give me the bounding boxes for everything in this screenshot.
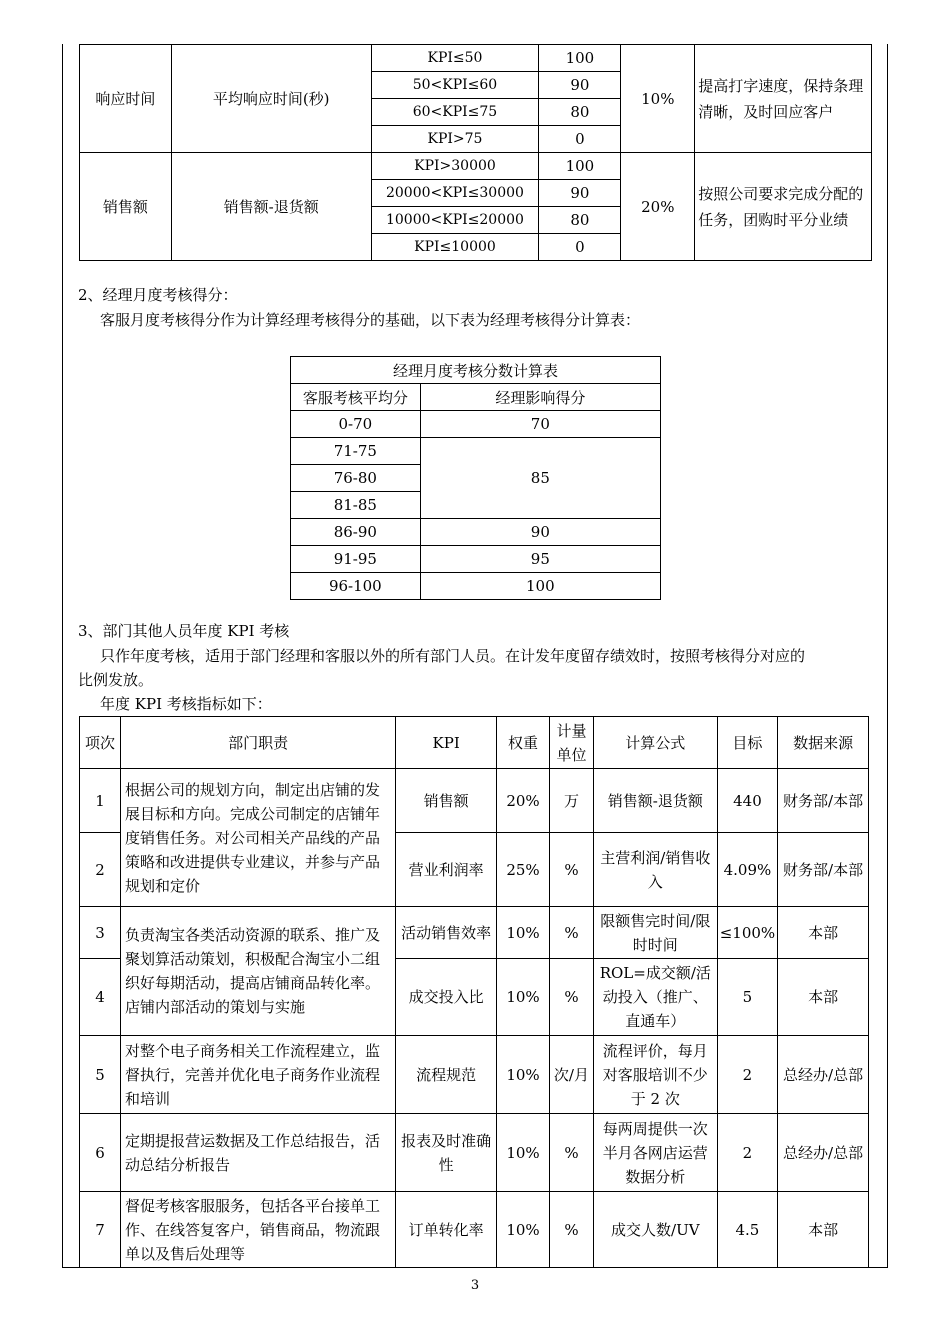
table-row (80, 1036, 869, 1114)
target-cell: ≤100% (717, 907, 777, 959)
group-metric: 销售额-退货额 (171, 153, 371, 261)
source-cell: 财务部/本部 (778, 769, 869, 833)
table-row (291, 438, 661, 465)
section-3-indicator-intro: 年度 KPI 考核指标如下： (100, 695, 272, 713)
kpi-cell: 成交投入比 (396, 959, 497, 1036)
note: 按照公司要求完成分配的任务，团购时平分业绩 (695, 153, 872, 261)
note: 提高打字速度，保持条理清晰，及时回应客户 (695, 45, 872, 153)
formula-cell: 成交人数/UV (593, 1192, 717, 1268)
criterion: 50<KPI≤60 (371, 72, 539, 99)
duty-cell: 根据公司的规划方向，制定出店铺的发展目标和方向。完成公司制定的店铺年度销售任务。对公司相关产品线的产品策略和改进提供专业建议，并参与产品规划和定价 (120, 769, 395, 907)
column-header: 权重 (497, 717, 550, 769)
item-no: 6 (80, 1114, 121, 1192)
kpi-cell: 活动销售效率 (396, 907, 497, 959)
kpi-cell: 销售额 (396, 769, 497, 833)
group-name: 响应时间 (80, 45, 172, 153)
item-no: 3 (80, 907, 121, 959)
weight: 20% (621, 153, 695, 261)
criterion: KPI>30000 (371, 153, 539, 180)
target-cell: 2 (717, 1036, 777, 1114)
duty-cell: 负责淘宝各类活动资源的联系、推广及聚划算活动策划，积极配合淘宝小二组织好每期活动，提高店铺商品转化率。店铺内部活动的策划与实施 (120, 907, 395, 1036)
source-cell: 本部 (778, 1192, 869, 1268)
table-row (291, 519, 661, 546)
weight-cell: 10% (497, 959, 550, 1036)
weight-cell: 25% (497, 833, 550, 907)
formula-cell: 限额售完时间/限时时间 (593, 907, 717, 959)
score: 0 (539, 234, 621, 261)
score-cell: 95 (420, 546, 660, 573)
section-2-heading: 2、经理月度考核得分： (78, 286, 238, 304)
column-header: KPI (396, 717, 497, 769)
page-number: 3 (470, 1278, 480, 1293)
weight-cell: 10% (497, 1036, 550, 1114)
weight-cell: 20% (497, 769, 550, 833)
table-row (291, 546, 661, 573)
kpi-cell: 订单转化率 (396, 1192, 497, 1268)
score: 90 (539, 72, 621, 99)
range-cell: 86-90 (291, 519, 421, 546)
score: 0 (539, 126, 621, 153)
score: 100 (539, 153, 621, 180)
range-cell: 96-100 (291, 573, 421, 600)
unit-cell: % (549, 907, 593, 959)
unit-cell: 万 (549, 769, 593, 833)
table-row (80, 1192, 869, 1268)
source-cell: 财务部/本部 (778, 833, 869, 907)
unit-cell: % (549, 1114, 593, 1192)
formula-cell: ROL=成交额/活动投入（推广、直通车） (593, 959, 717, 1036)
table-title: 经理月度考核分数计算表 (291, 357, 661, 384)
section-2-intro: 客服月度考核得分作为计算经理考核得分的基础，以下表为经理考核得分计算表： (100, 311, 641, 329)
target-cell: 4.09% (717, 833, 777, 907)
section-3-para-line1: 只作年度考核，适用于部门经理和客服以外的所有部门人员。在计发年度留存绩效时，按照考核得分对应的 (100, 647, 806, 665)
unit-cell: % (549, 833, 593, 907)
item-no: 7 (80, 1192, 121, 1268)
target-cell: 2 (717, 1114, 777, 1192)
score-cell: 70 (420, 411, 660, 438)
source-cell: 本部 (778, 959, 869, 1036)
unit-cell: % (549, 959, 593, 1036)
unit-cell: % (549, 1192, 593, 1268)
column-header: 项次 (80, 717, 121, 769)
source-cell: 总经办/总部 (778, 1036, 869, 1114)
item-no: 5 (80, 1036, 121, 1114)
manager-score-table (290, 356, 661, 600)
score-cell: 90 (420, 519, 660, 546)
group-name: 销售额 (80, 153, 172, 261)
weight: 10% (621, 45, 695, 153)
formula-cell: 主营利润/销售收入 (593, 833, 717, 907)
criterion: KPI≤50 (371, 45, 539, 72)
range-cell: 81-85 (291, 492, 421, 519)
table-row (80, 907, 869, 959)
score: 80 (539, 207, 621, 234)
table-row (80, 1114, 869, 1192)
column-header: 目标 (717, 717, 777, 769)
criterion: KPI>75 (371, 126, 539, 153)
unit-cell: 次/月 (549, 1036, 593, 1114)
table-row (80, 153, 872, 180)
column-header: 客服考核平均分 (291, 384, 421, 411)
section-3-para-line2: 比例发放。 (78, 671, 154, 689)
table-row (291, 411, 661, 438)
customer-service-kpi-table (79, 44, 872, 261)
kpi-cell: 流程规范 (396, 1036, 497, 1114)
score: 90 (539, 180, 621, 207)
criterion: 10000<KPI≤20000 (371, 207, 539, 234)
target-cell: 5 (717, 959, 777, 1036)
target-cell: 4.5 (717, 1192, 777, 1268)
group-metric: 平均响应时间(秒) (171, 45, 371, 153)
column-header: 数据来源 (778, 717, 869, 769)
item-no: 1 (80, 769, 121, 833)
duty-cell: 定期提报营运数据及工作总结报告，活动总结分析报告 (120, 1114, 395, 1192)
range-cell: 0-70 (291, 411, 421, 438)
source-cell: 总经办/总部 (778, 1114, 869, 1192)
column-header: 计量单位 (549, 717, 593, 769)
item-no: 4 (80, 959, 121, 1036)
score: 80 (539, 99, 621, 126)
formula-cell: 每两周提供一次半月各网店运营数据分析 (593, 1114, 717, 1192)
weight-cell: 10% (497, 1114, 550, 1192)
range-cell: 91-95 (291, 546, 421, 573)
duty-cell: 对整个电子商务相关工作流程建立，监督执行，完善并优化电子商务作业流程和培训 (120, 1036, 395, 1114)
kpi-cell: 营业利润率 (396, 833, 497, 907)
item-no: 2 (80, 833, 121, 907)
table-row (80, 769, 869, 833)
weight-cell: 10% (497, 1192, 550, 1268)
table-row (80, 45, 872, 72)
formula-cell: 流程评价，每月对客服培训不少于 2 次 (593, 1036, 717, 1114)
score-cell: 85 (420, 438, 660, 519)
formula-cell: 销售额-退货额 (593, 769, 717, 833)
column-header: 部门职责 (120, 717, 395, 769)
weight-cell: 10% (497, 907, 550, 959)
range-cell: 71-75 (291, 438, 421, 465)
range-cell: 76-80 (291, 465, 421, 492)
table-row (291, 573, 661, 600)
section-3-heading: 3、部门其他人员年度 KPI 考核 (78, 622, 290, 640)
kpi-cell: 报表及时准确性 (396, 1114, 497, 1192)
criterion: KPI≤10000 (371, 234, 539, 261)
criterion: 20000<KPI≤30000 (371, 180, 539, 207)
duty-cell: 督促考核客服服务，包括各平台接单工作、在线答复客户，销售商品，物流跟单以及售后处理等 (120, 1192, 395, 1268)
criterion: 60<KPI≤75 (371, 99, 539, 126)
column-header: 计算公式 (593, 717, 717, 769)
score-cell: 100 (420, 573, 660, 600)
target-cell: 440 (717, 769, 777, 833)
annual-kpi-table (79, 716, 869, 1268)
column-header: 经理影响得分 (420, 384, 660, 411)
score: 100 (539, 45, 621, 72)
source-cell: 本部 (778, 907, 869, 959)
